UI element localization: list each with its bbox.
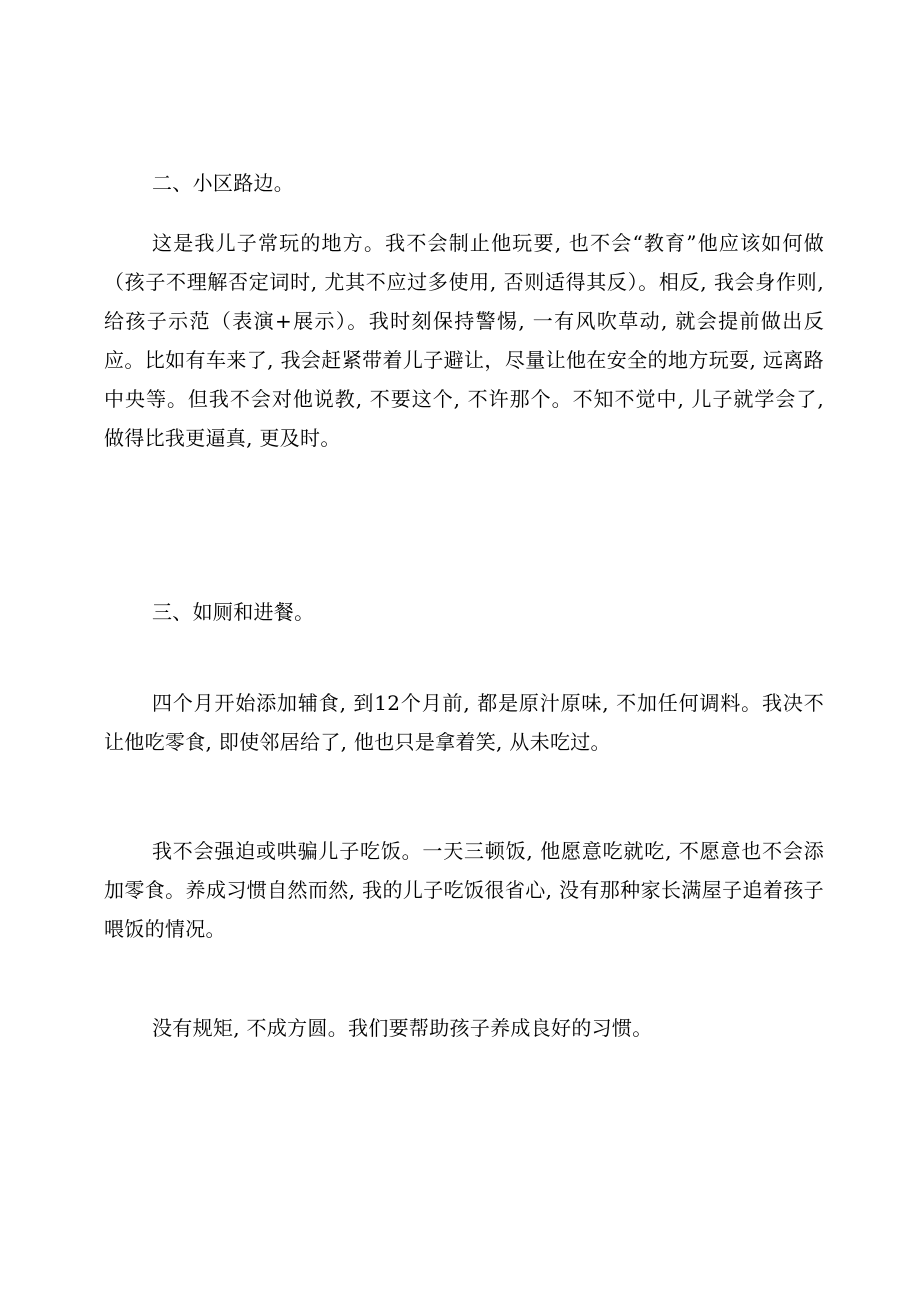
paragraph: 四个月开始添加辅食, 到12个月前, 都是原汁原味, 不加任何调料。我决不让他吃零食, 即使邻居给了, 他也只是拿着笑, 从未吃过。: [104, 691, 824, 754]
paragraph: 我不会强迫或哄骗儿子吃饭。一天三顿饭, 他愿意吃就吃, 不愿意也不会添加零食。养成习惯自然而然, 我的儿子吃饭很省心, 没有那种家长满屋子追着孩子喂饭的情况。: [104, 839, 824, 941]
section-heading: 二、小区路边。: [152, 171, 295, 195]
section-heading: 三、如厕和进餐。: [152, 600, 315, 624]
paragraph: 没有规矩, 不成方圆。我们要帮助孩子养成良好的习惯。: [152, 1016, 653, 1040]
paragraph: 这是我儿子常玩的地方。我不会制止他玩要, 也不会“教育”他应该如何做（孩子不理解否定词时, 尤其不应过多使用, 否则适得其反）。相反, 我会身作则, 给孩子示范（表演+展示）。我时刻保持警惕, 一有风吹草动, 就会提前做出反应。比如有车来了, 我会赶紧带着儿子避让，尽量让他在安全的地方玩耍, 远离路中央等。但我不会对他说教, 不要这个, 不许那个。不知不觉中, 儿子就学会了, 做得比我更逼真, 更及时。: [104, 231, 824, 450]
